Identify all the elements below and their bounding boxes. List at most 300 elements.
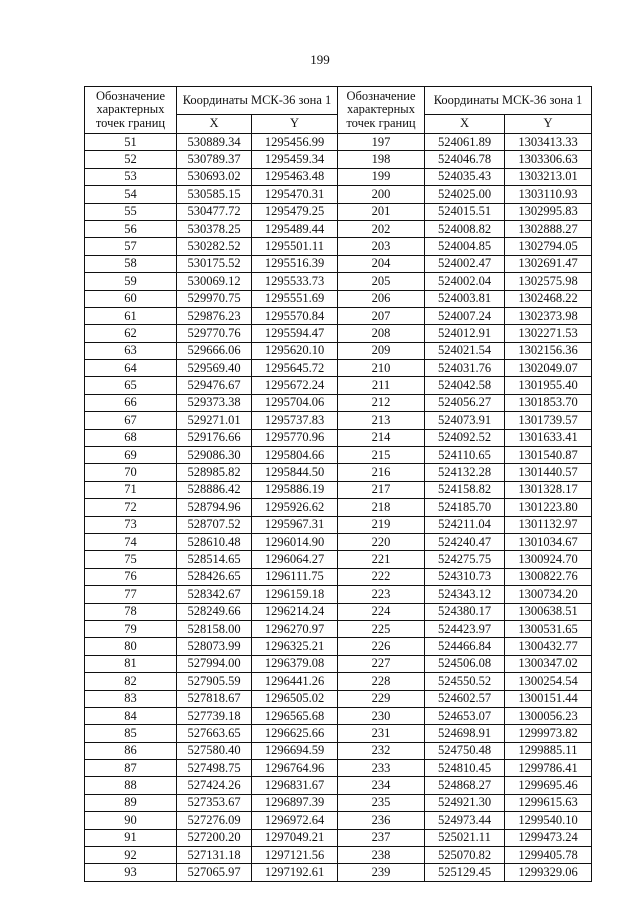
y-coordinate: 1296111.75 [252, 568, 338, 585]
point-number: 203 [338, 238, 425, 255]
y-coordinate: 1297121.56 [252, 847, 338, 864]
y-coordinate: 1301955.40 [505, 377, 592, 394]
y-coordinate: 1302468.22 [505, 290, 592, 307]
y-coordinate: 1301440.57 [505, 464, 592, 481]
y-coordinate: 1299329.06 [505, 864, 592, 881]
x-coordinate: 530789.37 [177, 151, 252, 168]
y-coordinate: 1295770.96 [252, 429, 338, 446]
point-number: 205 [338, 273, 425, 290]
point-number: 234 [338, 777, 425, 794]
point-number: 58 [85, 255, 177, 272]
point-number: 230 [338, 707, 425, 724]
point-number: 64 [85, 360, 177, 377]
x-coordinate: 528985.82 [177, 464, 252, 481]
x-coordinate: 525070.82 [425, 847, 505, 864]
point-number: 233 [338, 760, 425, 777]
x-coordinate: 524466.84 [425, 638, 505, 655]
y-coordinate: 1295470.31 [252, 186, 338, 203]
y-coordinate: 1297049.21 [252, 829, 338, 846]
point-number: 224 [338, 603, 425, 620]
point-number: 207 [338, 307, 425, 324]
x-coordinate: 529271.01 [177, 412, 252, 429]
point-number: 214 [338, 429, 425, 446]
point-number: 93 [85, 864, 177, 881]
point-number: 57 [85, 238, 177, 255]
x-coordinate: 524002.47 [425, 255, 505, 272]
point-number: 70 [85, 464, 177, 481]
x-coordinate: 528794.96 [177, 499, 252, 516]
x-coordinate: 528158.00 [177, 620, 252, 637]
table-row [85, 760, 592, 777]
table-row [85, 603, 592, 620]
y-coordinate: 1296325.21 [252, 638, 338, 655]
point-number: 80 [85, 638, 177, 655]
y-coordinate: 1296565.68 [252, 707, 338, 724]
x-coordinate: 529770.76 [177, 325, 252, 342]
point-number: 68 [85, 429, 177, 446]
x-coordinate: 527663.65 [177, 725, 252, 742]
point-number: 198 [338, 151, 425, 168]
y-coordinate: 1295479.25 [252, 203, 338, 220]
x-coordinate: 530889.34 [177, 134, 252, 151]
point-number: 236 [338, 812, 425, 829]
y-coordinate: 1297192.61 [252, 864, 338, 881]
point-number: 79 [85, 620, 177, 637]
point-number: 216 [338, 464, 425, 481]
point-number: 76 [85, 568, 177, 585]
table-row [85, 847, 592, 864]
table-row [85, 655, 592, 672]
x-coordinate: 524025.00 [425, 186, 505, 203]
point-number: 90 [85, 812, 177, 829]
x-coordinate: 524002.04 [425, 273, 505, 290]
point-number: 208 [338, 325, 425, 342]
x-coordinate: 524158.82 [425, 481, 505, 498]
x-coordinate: 525021.11 [425, 829, 505, 846]
coordinates-table [84, 86, 592, 882]
y-coordinate: 1296014.90 [252, 533, 338, 550]
y-coordinate: 1296441.26 [252, 673, 338, 690]
point-number: 210 [338, 360, 425, 377]
table-row [85, 742, 592, 759]
point-number: 219 [338, 516, 425, 533]
x-coordinate: 524653.07 [425, 707, 505, 724]
y-coordinate: 1296505.02 [252, 690, 338, 707]
x-coordinate: 529476.67 [177, 377, 252, 394]
x-coordinate: 528610.48 [177, 533, 252, 550]
y-coordinate: 1295489.44 [252, 220, 338, 237]
x-coordinate: 527276.09 [177, 812, 252, 829]
x-coordinate: 524021.54 [425, 342, 505, 359]
y-coordinate: 1300254.54 [505, 673, 592, 690]
table-row [85, 203, 592, 220]
table-row [85, 829, 592, 846]
x-coordinate: 524056.27 [425, 394, 505, 411]
y-coordinate: 1296694.59 [252, 742, 338, 759]
point-number: 222 [338, 568, 425, 585]
x-coordinate: 524380.17 [425, 603, 505, 620]
table-row [85, 220, 592, 237]
table-row [85, 377, 592, 394]
x-coordinate: 524343.12 [425, 586, 505, 603]
point-number: 52 [85, 151, 177, 168]
table-row [85, 394, 592, 411]
x-coordinate: 524015.51 [425, 203, 505, 220]
y-coordinate: 1301132.97 [505, 516, 592, 533]
point-number: 215 [338, 447, 425, 464]
x-coordinate: 524003.81 [425, 290, 505, 307]
point-number: 85 [85, 725, 177, 742]
y-coordinate: 1299405.78 [505, 847, 592, 864]
y-coordinate: 1302794.05 [505, 238, 592, 255]
x-coordinate: 524750.48 [425, 742, 505, 759]
point-number: 225 [338, 620, 425, 637]
y-coordinate: 1302271.53 [505, 325, 592, 342]
point-number: 229 [338, 690, 425, 707]
point-number: 55 [85, 203, 177, 220]
y-coordinate: 1300151.44 [505, 690, 592, 707]
y-coordinate: 1302995.83 [505, 203, 592, 220]
y-coordinate: 1299973.82 [505, 725, 592, 742]
y-coordinate: 1299540.10 [505, 812, 592, 829]
y-coordinate: 1300924.70 [505, 551, 592, 568]
y-coordinate: 1302691.47 [505, 255, 592, 272]
x-coordinate: 527905.59 [177, 673, 252, 690]
table-row [85, 255, 592, 272]
x-coordinate: 530585.15 [177, 186, 252, 203]
point-number: 213 [338, 412, 425, 429]
x-coordinate: 524698.91 [425, 725, 505, 742]
x-coordinate: 528426.65 [177, 568, 252, 585]
table-row [85, 794, 592, 811]
table-row [85, 342, 592, 359]
table-row [85, 725, 592, 742]
y-coordinate: 1302575.98 [505, 273, 592, 290]
x-coordinate: 529176.66 [177, 429, 252, 446]
x-coordinate: 528073.99 [177, 638, 252, 655]
point-number: 83 [85, 690, 177, 707]
point-number: 228 [338, 673, 425, 690]
x-header: X [177, 115, 252, 134]
point-number: 66 [85, 394, 177, 411]
point-number: 74 [85, 533, 177, 550]
point-number: 67 [85, 412, 177, 429]
y-coordinate: 1295886.19 [252, 481, 338, 498]
y-coordinate: 1301739.57 [505, 412, 592, 429]
y-coordinate: 1300822.76 [505, 568, 592, 585]
x-coordinate: 530477.72 [177, 203, 252, 220]
point-number: 226 [338, 638, 425, 655]
x-coordinate: 524046.78 [425, 151, 505, 168]
x-coordinate: 524073.91 [425, 412, 505, 429]
x-coordinate: 527353.67 [177, 794, 252, 811]
y-coordinate: 1300638.51 [505, 603, 592, 620]
table-row [85, 168, 592, 185]
x-coordinate: 524973.44 [425, 812, 505, 829]
point-number: 78 [85, 603, 177, 620]
table-row [85, 638, 592, 655]
table-row [85, 707, 592, 724]
point-number: 209 [338, 342, 425, 359]
y-coordinate: 1299615.63 [505, 794, 592, 811]
y-coordinate: 1303110.93 [505, 186, 592, 203]
y-coordinate: 1303413.33 [505, 134, 592, 151]
point-number: 77 [85, 586, 177, 603]
x-coordinate: 528886.42 [177, 481, 252, 498]
x-coordinate: 527424.26 [177, 777, 252, 794]
x-coordinate: 527065.97 [177, 864, 252, 881]
point-number: 56 [85, 220, 177, 237]
x-coordinate: 524132.28 [425, 464, 505, 481]
y-coordinate: 1295594.47 [252, 325, 338, 342]
x-coordinate: 527818.67 [177, 690, 252, 707]
table-row [85, 186, 592, 203]
x-coordinate: 524506.08 [425, 655, 505, 672]
point-number: 201 [338, 203, 425, 220]
point-number: 238 [338, 847, 425, 864]
y-coordinate: 1296831.67 [252, 777, 338, 794]
x-coordinate: 529569.40 [177, 360, 252, 377]
point-number: 235 [338, 794, 425, 811]
x-coordinate: 524602.57 [425, 690, 505, 707]
y-coordinate: 1302049.07 [505, 360, 592, 377]
point-number: 88 [85, 777, 177, 794]
y-coordinate: 1295533.73 [252, 273, 338, 290]
y-coordinate: 1296159.18 [252, 586, 338, 603]
table-row [85, 673, 592, 690]
point-number: 54 [85, 186, 177, 203]
point-number: 200 [338, 186, 425, 203]
y-coordinate: 1295516.39 [252, 255, 338, 272]
x-coordinate: 524810.45 [425, 760, 505, 777]
table-row [85, 533, 592, 550]
point-number: 217 [338, 481, 425, 498]
y-coordinate: 1303213.01 [505, 168, 592, 185]
y-coordinate: 1295804.66 [252, 447, 338, 464]
y-coordinate: 1299473.24 [505, 829, 592, 846]
point-number: 71 [85, 481, 177, 498]
x-coordinate: 524868.27 [425, 777, 505, 794]
y-coordinate: 1301633.41 [505, 429, 592, 446]
point-number: 69 [85, 447, 177, 464]
y-coordinate: 1301540.87 [505, 447, 592, 464]
x-coordinate: 524275.75 [425, 551, 505, 568]
x-coordinate: 530282.52 [177, 238, 252, 255]
x-coordinate: 524423.97 [425, 620, 505, 637]
point-number: 84 [85, 707, 177, 724]
x-coordinate: 524550.52 [425, 673, 505, 690]
table-row [85, 499, 592, 516]
y-coordinate: 1300056.23 [505, 707, 592, 724]
table-row [85, 690, 592, 707]
table-row [85, 273, 592, 290]
y-coordinate: 1295704.06 [252, 394, 338, 411]
table-row [85, 412, 592, 429]
x-coordinate: 529373.38 [177, 394, 252, 411]
point-number: 223 [338, 586, 425, 603]
x-coordinate: 527200.20 [177, 829, 252, 846]
x-coordinate: 529876.23 [177, 307, 252, 324]
point-number: 239 [338, 864, 425, 881]
point-number: 62 [85, 325, 177, 342]
x-coordinate: 527498.75 [177, 760, 252, 777]
y-coordinate: 1301034.67 [505, 533, 592, 550]
point-number: 86 [85, 742, 177, 759]
y-coordinate: 1295737.83 [252, 412, 338, 429]
point-number: 197 [338, 134, 425, 151]
table-row [85, 568, 592, 585]
point-number: 81 [85, 655, 177, 672]
x-coordinate: 528707.52 [177, 516, 252, 533]
y-coordinate: 1302888.27 [505, 220, 592, 237]
table-row [85, 620, 592, 637]
x-coordinate: 524092.52 [425, 429, 505, 446]
x-header: X [425, 115, 505, 134]
y-coordinate: 1296214.24 [252, 603, 338, 620]
point-number: 53 [85, 168, 177, 185]
x-coordinate: 524035.43 [425, 168, 505, 185]
y-coordinate: 1296625.66 [252, 725, 338, 742]
y-coordinate: 1295551.69 [252, 290, 338, 307]
point-number: 202 [338, 220, 425, 237]
x-coordinate: 524110.65 [425, 447, 505, 464]
table-row [85, 464, 592, 481]
x-coordinate: 528514.65 [177, 551, 252, 568]
point-number: 211 [338, 377, 425, 394]
y-coordinate: 1303306.63 [505, 151, 592, 168]
table-row [85, 447, 592, 464]
point-number: 199 [338, 168, 425, 185]
point-number: 237 [338, 829, 425, 846]
x-coordinate: 527580.40 [177, 742, 252, 759]
point-number: 51 [85, 134, 177, 151]
point-number: 231 [338, 725, 425, 742]
point-number: 73 [85, 516, 177, 533]
x-coordinate: 525129.45 [425, 864, 505, 881]
point-number: 63 [85, 342, 177, 359]
y-coordinate: 1295570.84 [252, 307, 338, 324]
table-row [85, 586, 592, 603]
point-number: 87 [85, 760, 177, 777]
x-coordinate: 530378.25 [177, 220, 252, 237]
x-coordinate: 524031.76 [425, 360, 505, 377]
x-coordinate: 528342.67 [177, 586, 252, 603]
point-number: 89 [85, 794, 177, 811]
y-coordinate: 1295844.50 [252, 464, 338, 481]
x-coordinate: 524061.89 [425, 134, 505, 151]
point-number: 220 [338, 533, 425, 550]
point-number: 59 [85, 273, 177, 290]
x-coordinate: 529086.30 [177, 447, 252, 464]
y-coordinate: 1300531.65 [505, 620, 592, 637]
table-row [85, 290, 592, 307]
table-row [85, 325, 592, 342]
y-coordinate: 1302373.98 [505, 307, 592, 324]
y-coordinate: 1301328.17 [505, 481, 592, 498]
point-number: 61 [85, 307, 177, 324]
y-coordinate: 1296064.27 [252, 551, 338, 568]
table-row [85, 481, 592, 498]
point-number: 206 [338, 290, 425, 307]
x-coordinate: 529970.75 [177, 290, 252, 307]
x-coordinate: 524007.24 [425, 307, 505, 324]
y-coordinate: 1295672.24 [252, 377, 338, 394]
x-coordinate: 530069.12 [177, 273, 252, 290]
x-coordinate: 524012.91 [425, 325, 505, 342]
point-number: 60 [85, 290, 177, 307]
y-coordinate: 1296972.64 [252, 812, 338, 829]
y-coordinate: 1295459.34 [252, 151, 338, 168]
y-coordinate: 1296379.08 [252, 655, 338, 672]
table-row [85, 812, 592, 829]
coordinates-header: Координаты МСК-36 зона 1 [425, 87, 592, 115]
y-coordinate: 1299786.41 [505, 760, 592, 777]
point-number: 232 [338, 742, 425, 759]
y-header: Y [505, 115, 592, 134]
point-number: 227 [338, 655, 425, 672]
x-coordinate: 527131.18 [177, 847, 252, 864]
y-coordinate: 1299885.11 [505, 742, 592, 759]
y-coordinate: 1295645.72 [252, 360, 338, 377]
table-row [85, 777, 592, 794]
y-coordinate: 1301853.70 [505, 394, 592, 411]
y-header: Y [252, 115, 338, 134]
point-number: 92 [85, 847, 177, 864]
x-coordinate: 527994.00 [177, 655, 252, 672]
point-designation-header: Обозначение характерных точек границ [85, 87, 177, 134]
y-coordinate: 1295967.31 [252, 516, 338, 533]
y-coordinate: 1295620.10 [252, 342, 338, 359]
point-number: 218 [338, 499, 425, 516]
table-row [85, 551, 592, 568]
x-coordinate: 528249.66 [177, 603, 252, 620]
y-coordinate: 1301223.80 [505, 499, 592, 516]
table-row [85, 134, 592, 151]
y-coordinate: 1299695.46 [505, 777, 592, 794]
point-number: 82 [85, 673, 177, 690]
x-coordinate: 524240.47 [425, 533, 505, 550]
x-coordinate: 524004.85 [425, 238, 505, 255]
y-coordinate: 1295456.99 [252, 134, 338, 151]
point-number: 212 [338, 394, 425, 411]
x-coordinate: 530175.52 [177, 255, 252, 272]
x-coordinate: 524211.04 [425, 516, 505, 533]
x-coordinate: 530693.02 [177, 168, 252, 185]
y-coordinate: 1295926.62 [252, 499, 338, 516]
x-coordinate: 524310.73 [425, 568, 505, 585]
x-coordinate: 529666.06 [177, 342, 252, 359]
y-coordinate: 1300347.02 [505, 655, 592, 672]
y-coordinate: 1300734.20 [505, 586, 592, 603]
y-coordinate: 1296764.96 [252, 760, 338, 777]
x-coordinate: 524042.58 [425, 377, 505, 394]
y-coordinate: 1296897.39 [252, 794, 338, 811]
point-number: 204 [338, 255, 425, 272]
x-coordinate: 524185.70 [425, 499, 505, 516]
table-row [85, 238, 592, 255]
table-row [85, 864, 592, 881]
table-row [85, 307, 592, 324]
point-number: 65 [85, 377, 177, 394]
y-coordinate: 1300432.77 [505, 638, 592, 655]
page-number: 199 [310, 52, 330, 67]
x-coordinate: 524921.30 [425, 794, 505, 811]
point-number: 72 [85, 499, 177, 516]
table-row [85, 360, 592, 377]
table-row [85, 151, 592, 168]
point-number: 221 [338, 551, 425, 568]
y-coordinate: 1296270.97 [252, 620, 338, 637]
